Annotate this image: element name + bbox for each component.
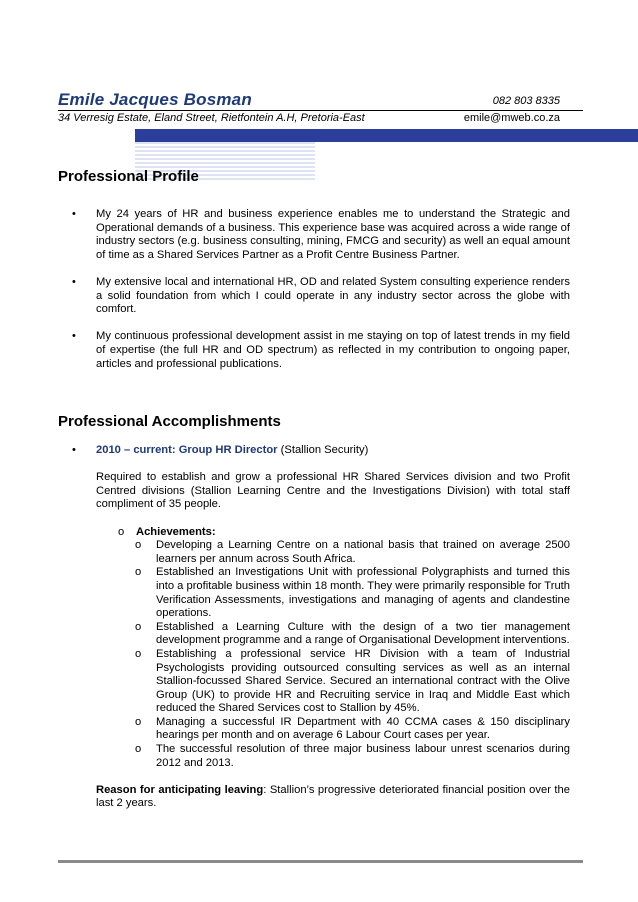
circle-bullet-icon: o [135,566,142,579]
circle-bullet-icon: o [135,715,142,728]
bullet-icon: • [72,444,76,456]
header-divider [58,110,583,111]
circle-bullet-icon: o [135,539,142,552]
list-item: o Establishing a professional service HR Division with a team of Industrial Psychologists providing outsourced consulting services as well as an internal Stallion-focussed Shared Service. Secured an international contract with the Olive Group (UK) to provide HR and Recruiting service in Iraq and Middle East which reduced the Shared Services cost to Stallion by 45%. [135,647,570,715]
circle-bullet-icon: o [135,647,142,660]
decorative-band [135,129,638,142]
section-title-accomplishments: Professional Accomplishments [58,413,281,430]
list-item: o Established a Learning Culture with the design of a two tier management development programme and a range of Organisational Development interventions. [135,620,570,647]
circle-bullet-icon: o [135,743,142,756]
leaving-reason-label: Reason for anticipating leaving [96,783,264,796]
bullet-icon: • [72,275,76,288]
leaving-reason-text: : Stallion’s progressive deteriorated financial position over the last 2 years. [96,783,570,810]
list-item: o The successful resolution of three major business labour unrest scenarios during 2012 and 2013. [135,743,570,769]
bullet-icon: • [72,208,76,220]
achievements-list [58,539,570,770]
candidate-name: Emile Jacques Bosman [58,90,252,109]
footer-divider [58,860,583,863]
email-address: emile@mweb.co.za [463,112,560,124]
job-description: Required to establish and grow a professional HR Shared Services division and two Profit Centred divisions (Stallion Learning Centre and the Investigations Division) with total staff compliment of 35 people. [96,471,570,511]
phone-number: 082 803 8335 [492,95,560,107]
job-heading [58,444,570,458]
address: 34 Verresig Estate, Eland Street, Rietfontein A.H, Pretoria-East [58,112,365,124]
list-item: • My 24 years of HR and business experience enables me to understand the Strategic and Operational demands of a business. This experience base was acquired across a wide range of industry sectors (e.g. business consulting, mining, FMCG and security) as well an equal amount of time as a Shared Services Partner as a Profit Centre Business Partner. [72,208,570,261]
profile-list [58,208,570,371]
list-item: • My extensive local and international HR, OD and related System consulting experience renders a solid foundation from which I could operate in any industry sector across the globe with comfort. [72,275,570,316]
list-item: o Managing a successful IR Department with 40 CCMA cases & 150 disciplinary hearings per month and on average 6 Labour Court cases per year. [135,715,570,742]
job-title: 2010 – current: Group HR Director [96,444,278,456]
achievements-heading: o Achievements: [118,525,216,538]
leaving-reason [58,784,570,811]
section-title-profile: Professional Profile [58,168,199,185]
circle-bullet-icon: o [118,525,125,538]
bullet-icon: • [72,330,76,343]
list-item: o Developing a Learning Centre on a national basis that trained on average 2500 learners per annum across South Africa. [135,539,570,565]
job-entry [58,444,570,811]
list-item: • My continuous professional development assist in me staying on top of latest trends in my field of expertise (the full HR and OD spectrum) as reflected in my contribution to ongoing paper, articles and professional publications. [72,330,570,370]
job-company: (Stallion Security) [277,444,369,456]
list-item: o Established an Investigations Unit with professional Polygraphists and turned this into a profitable business within 18 month. They were primarily responsible for Truth Verification Assessments, investigations and managing of agents and clandestine operations. [135,566,570,620]
circle-bullet-icon: o [135,620,142,633]
